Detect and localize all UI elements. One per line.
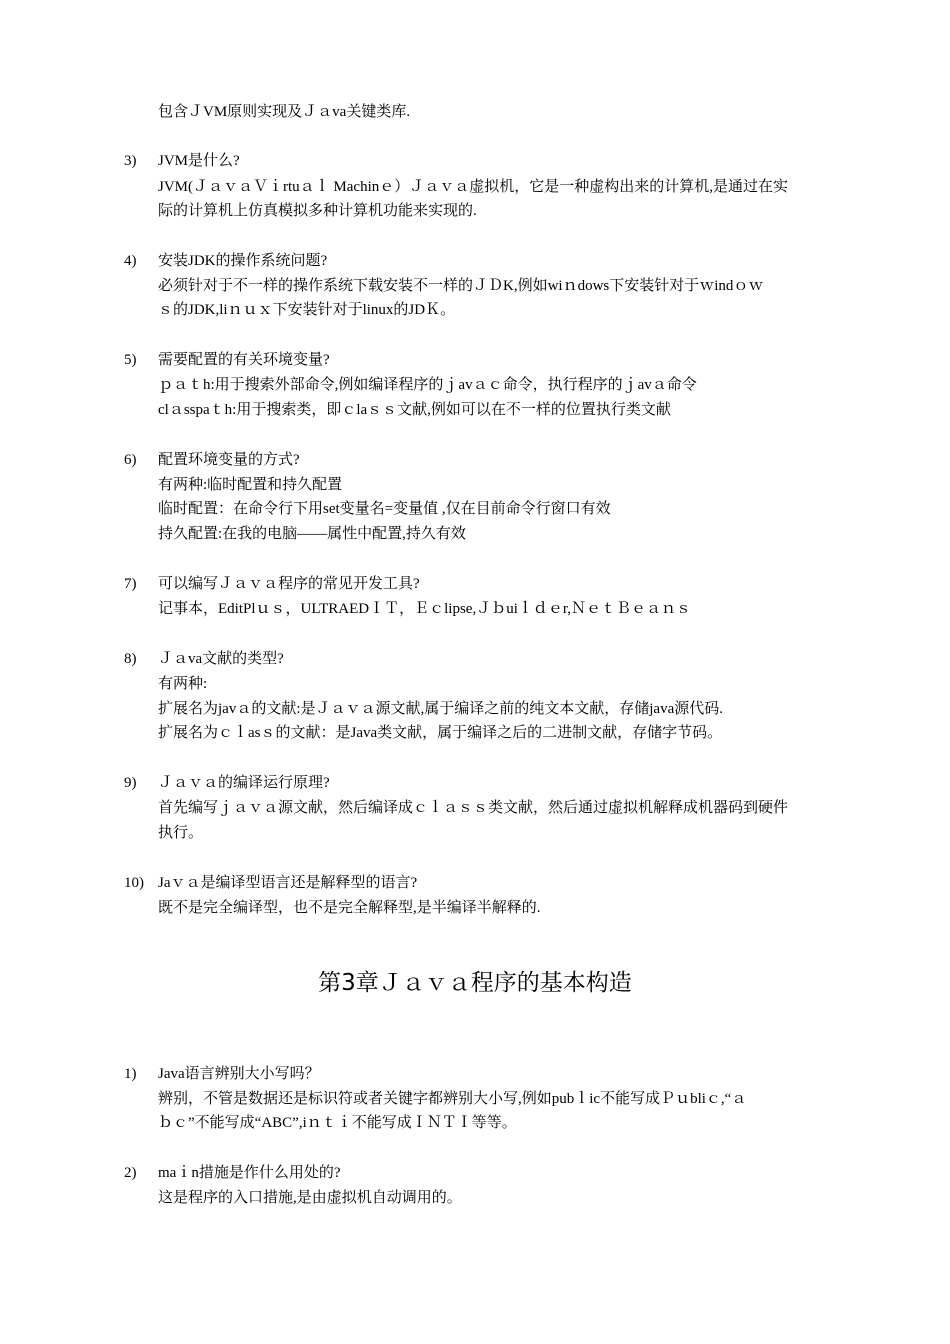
item-number: 9) (124, 775, 137, 791)
item-answer-line: ｐａｔh:用于搜索外部命令,例如编译程序的ｊavａｃ命令，执行程序的ｊavａ命令 (158, 377, 697, 393)
item-answer-line: 际的计算机上仿真模拟多种计算机功能来实现的. (158, 203, 477, 219)
item-answer-line: ｓ的JDK,liｎｕｘ下安装针对于linux的JDＫ。 (158, 302, 456, 318)
item-answer-line: 首先编写ｊａｖａ源文献，然后编译成ｃｌａｓｓ类文献，然后通过虚拟机解释成机器码到硬件 (158, 800, 789, 816)
item-answer-line: 扩展名为ｃｌasｓ的文献：是Java类文献，属于编译之后的二进制文献，存储字节码。 (158, 725, 723, 741)
chapter-title: 第3章Ｊａｖａ程序的基本构造 (318, 970, 632, 996)
item-answer-line: 既不是完全编译型，也不是完全解释型,是半编译半解释的. (158, 900, 541, 916)
item-question: 需要配置的有关环境变量? (158, 352, 330, 368)
item-question: Ｊａｖａ的编译运行原理? (158, 775, 330, 791)
item-question: 安装JDK的操作系统问题? (158, 253, 328, 269)
item-answer-line: 有两种: (158, 676, 208, 692)
item-answer-line: clａsspaｔh:用于搜索类，即ｃlaｓｓ文献,例如可以在不一样的位置执行类文献 (158, 402, 671, 418)
item-number: 5) (124, 352, 137, 368)
item-answer-line: ｂｃ”不能写成“ABC”,iｎｔｉ不能写成ＩＮＴＩ等等。 (158, 1115, 517, 1131)
item-question: JVM是什么? (158, 153, 240, 169)
item-answer-line: 执行。 (158, 825, 204, 841)
item-answer-line: 必须针对于不一样的操作系统下载安装不一样的ＪＤK,例如wiｎdows下安装针对于ｗindｏｗ (158, 278, 764, 294)
item-question: 配置环境变量的方式? (158, 452, 300, 468)
item-number: 7) (124, 576, 137, 592)
item-number: 3) (124, 153, 137, 169)
item-answer-line: JVM(ＪａｖａＶｉrtuａｌ Machinｅ）Ｊａｖａ虚拟机，它是一种虚构出来的计算机,是通过在实 (158, 179, 788, 195)
item-number: 4) (124, 253, 137, 269)
item-answer-line: 临时配置：在命令行下用set变量名=变量值 ,仅在目前命令行窗口有效 (158, 501, 611, 517)
item-number: 6) (124, 452, 137, 468)
item-number: 1) (124, 1066, 137, 1082)
item-answer-line: 辨别，不管是数据还是标识符或者关键字都辨别大小写,例如pubｌic不能写成Ｐｕbliｃ,“ａ (158, 1091, 747, 1107)
item-question: Java语言辨别大小写吗？ (158, 1066, 320, 1082)
item-number: 2) (124, 1165, 137, 1181)
item-answer-line: 扩展名为javａ的文献:是Ｊａｖａ源文献,属于编译之前的纯文本文献，存储java源代码. (158, 701, 723, 717)
intro-line: 包含ＪVM原则实现及Ｊａva关键类库. (158, 104, 411, 120)
item-question: Ｊａva文献的类型? (158, 651, 284, 667)
item-question: Jaｖａ是编译型语言还是解释型的语言? (158, 875, 418, 891)
item-number: 10) (124, 875, 144, 891)
item-number: 8) (124, 651, 137, 667)
item-answer-line: 有两种:临时配置和持久配置 (158, 477, 343, 493)
item-answer-line: 这是程序的入口措施,是由虚拟机自动调用的。 (158, 1190, 462, 1206)
item-question: 可以编写Ｊａｖａ程序的常见开发工具? (158, 576, 420, 592)
item-answer-line: 记事本，EditPlｕｓ，ULTRAEDＩＴ，Ｅｃlipse,Ｊｂuiｌｄｅr,ＮｅｔＢｅａｎｓ (158, 601, 692, 617)
item-question: maｉn措施是作什么用处的? (158, 1165, 341, 1181)
item-answer-line: 持久配置:在我的电脑——属性中配置,持久有效 (158, 526, 466, 542)
